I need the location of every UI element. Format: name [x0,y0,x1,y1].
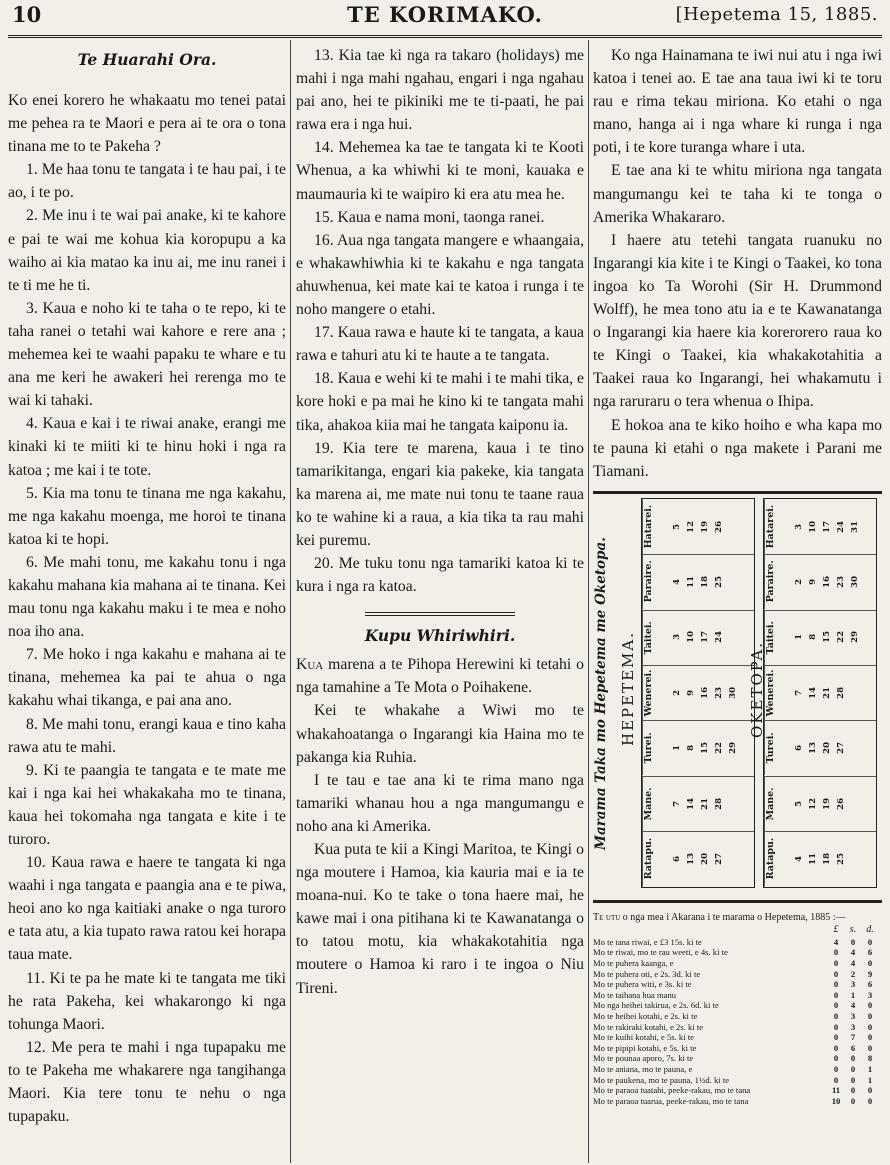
masthead-rule [8,35,882,38]
calendar-day-column [642,665,754,721]
calendar-date: 27 [836,742,846,755]
calendar-month-name: HEPETEMA. [619,631,637,747]
calendar-dates [672,665,750,720]
calendar-day-column [764,720,876,776]
article-paragraph: 20. Me tuku tonu nga tamariki katoa ki te kura i nga ra katoa. [296,555,584,596]
calendar-day-column [642,610,754,666]
calendar-day-label: Turei. [764,720,787,775]
price-value-d: 0 [867,1010,873,1021]
calendar-date: 17 [700,631,710,644]
calendar-date: 19 [700,520,710,533]
price-value-s: 3 [850,1021,856,1032]
price-value-d: 1 [867,1063,873,1074]
calendar-dates [794,554,872,609]
calendar-date: 16 [822,575,832,588]
calendar-date: 23 [714,686,724,699]
news-paragraph: Ko nga Hainamana te iwi nui atu i nga iwi katoa i tenei ao. E tae ana taua iwi ki te toru rau e rima tekau miriona. Ko etahi o nga mano, hanga ai i nga whare ki runga i nga poti, i te kore turanga whare i uta. [593,47,882,157]
article-paragraph: 12. Me pera te mahi i nga tupapaku me to te Pakeha me whakarere nga tangihanga Maori. Kia tere tonu te nehu o nga tupapaku. [8,1038,286,1126]
calendar-dates [794,610,872,665]
price-row [593,979,882,990]
price-value-l: 0 [833,968,839,979]
calendar-date: 8 [686,745,696,752]
calendar-date: 1 [794,634,804,641]
calendar-date: 4 [794,856,804,863]
price-value-s: 3 [850,1010,856,1021]
calendar-table [763,498,877,888]
calendar-date: 28 [836,686,846,699]
calendar-day-column [764,554,876,610]
calendar-day-label: Taitei. [764,610,787,665]
price-value-d: 0 [867,1085,873,1096]
price-value-d: 0 [867,1021,873,1032]
price-value-l: 0 [833,1032,839,1043]
article-paragraph: 14. Mehemea ka tae te tangata ki te Kooti Whenua, a ka whiwhi ki te moni, kauaka e maumauria ki te waipiro ki era atu mea he. [296,139,584,203]
price-item: Mo te riwai, mo te rau weeti, e 4s. ki te [593,947,728,958]
price-item: Mo te pipipi kotahi, e 5s. ki te [593,1042,697,1053]
pence-label: d. [866,923,874,935]
price-value-l: 0 [833,1021,839,1032]
calendar-day-label: Hatarei. [642,499,665,554]
calendar-date: 31 [850,520,860,533]
calendar-date: 13 [686,853,696,865]
price-value-s: 4 [850,1000,856,1011]
price-row [593,1043,882,1054]
calendar-dates [794,831,872,886]
price-item: Mo te paraoa tuarua, peeke-rakau, mo te tana [593,1095,749,1106]
currency-header [593,924,882,937]
calendar-date: 4 [672,578,682,585]
calendar-day-column [642,554,754,610]
calendar-date: 20 [822,742,832,755]
price-value-d: 0 [867,1095,873,1106]
calendar-date: 29 [850,631,860,644]
calendar-date: 1 [672,745,682,752]
column-2 [296,44,584,1161]
price-item: Mo nga heihei takirua, e 2s. 6d. ki te [593,1000,719,1011]
price-value-d: 0 [867,936,873,947]
price-item: Mo te kuihi kotahi, e 5s. ki te [593,1032,694,1043]
calendar-date: 16 [700,686,710,699]
article-heading: Te Huarahi Ora. [77,50,217,69]
calendar-day-column [764,831,876,886]
calendar-date: 21 [822,686,832,699]
price-value-s: 0 [850,1085,856,1096]
calendar-date: 18 [700,575,710,588]
article-paragraph: 13. Kia tae ki nga ra takaro (holidays) me mahi i nga mahi ngahau, engari i nga ngahau pai ano, hei te pikiniki me te ti-paati, he pai rawa era i nga hui. [296,47,584,134]
masthead [8,2,882,32]
calendar-date: 7 [794,689,804,696]
price-row [593,1085,882,1096]
calendar-date: 15 [700,742,710,755]
article-paragraph: 5. Kia ma tonu te tinana me nga kakahu, me nga kakahu moenga, me horoi te tinana katoa ki te hopi. [8,484,286,548]
calendar-date: 5 [672,523,682,530]
calendar-dates [672,831,750,886]
price-value-l: 0 [833,1042,839,1053]
calendar-day-label: Mane. [764,776,787,831]
price-value-s: 7 [850,1032,856,1043]
price-value-s: 4 [850,947,856,958]
column-3 [593,44,882,1161]
price-value-l: 0 [833,989,839,1000]
price-value-s: 0 [850,1095,856,1106]
calendar-day-label: Wenerei. [642,665,665,720]
calendar-day-column [642,720,754,776]
calendar-date: 10 [686,631,696,644]
calendar-date: 25 [836,853,846,865]
calendar-day-label: Taitei. [642,610,665,665]
calendar-date: 2 [794,578,804,585]
news-paragraph: I haere atu tetehi tangata ruanuku no Ingarangi kia kite i te Kingi o Taakei, ko tona ingoa ko Ta Worohi (Sir H. Drummond Wolff), he mea tono atu ia e te Kawanatanga o Ingarangi kia haere kia korerorero raua ko te Kingi o Taakei, kia whakakotahitia a Taakei raua ko Ingarangi, hei whakamutu i nga raruraru o tera whenua o Ihipa. [593,231,882,411]
price-item: Mo te heihei kotahi, e 2s. ki te [593,1010,698,1021]
article-paragraph: 4. Kaua e kai i te riwai anake, erangi me kinaki ki te miiti ki te hinu hoki i nga ra katoa ; me kai i te tote. [8,415,286,479]
calendar-date: 18 [822,853,832,865]
price-row [593,1011,882,1022]
calendar-dates [672,776,750,831]
calendar-date: 22 [714,742,724,755]
price-rows [593,937,882,1107]
calendar-date: 11 [808,853,818,865]
price-header: o nga mea i Akarana i te marama o Hepetema, 1885 :— [622,911,846,923]
article-paragraph: 2. Me inu i te wai pai anake, ki te kahore e pai te wai me kohua kia koropupu a ka waiho ai kia matao ka inu ai, me inu ranei i te ti me he ti. [8,207,286,294]
article-paragraph: 8. Me mahi tonu, erangi kaua e tino kaha rawa atu te mahi. [8,715,286,756]
column-divider [588,40,589,1163]
price-value-d: 8 [867,1053,873,1064]
calendar-date: 11 [686,575,696,588]
column-divider [290,40,291,1163]
price-item: Mo te pounaa aporo, 7s. ki te [593,1053,694,1064]
issue-date: [Hepetema 15, 1885. [675,4,878,25]
price-value-s: 0 [850,1074,856,1085]
calendar-date: 28 [714,797,724,810]
calendar-date: 26 [714,520,724,533]
price-value-d: 0 [867,1000,873,1011]
price-item: Mo te paraoa tuatahi, peeke-rakau, mo te tana [593,1085,751,1096]
calendar-date: 3 [794,523,804,530]
calendar-day-column [764,610,876,666]
price-row [593,937,882,948]
price-item: Mo te puhera witi, e 3s. ki te [593,979,692,990]
price-value-l: 0 [833,1074,839,1085]
calendar-dates [794,499,872,554]
price-item: Mo te tana riwai, e £3 15s. ki te [593,936,702,947]
price-row [593,1064,882,1075]
calendar-date: 30 [850,575,860,588]
price-lead: Te utu [593,911,621,923]
news-paragraph: E hokoa ana te kiko hoiho e wha kapa mo te pauna ki etahi o nga makete i Parani me Tiamani. [593,416,882,480]
calendar-date: 14 [808,686,818,699]
calendar-date: 10 [808,520,818,533]
price-value-s: 0 [850,1063,856,1074]
article-paragraph: 9. Ki te paangia te tangata e te mate me kai i nga kai hei whakakaha mo te tinana, kaua hei tokomaha nga tangata e kite i te turoro. [8,761,286,848]
price-value-s: 4 [850,957,856,968]
price-value-s: 0 [850,936,856,947]
price-value-l: 0 [833,1053,839,1064]
calendar-date: 17 [822,520,832,533]
calendar-date: 27 [714,853,724,865]
article-paragraph: 6. Me mahi tonu, me kakahu tonu i nga kakahu mahana kia mahana ai te tinana. Kei mau tonu nga kakahu maku i te mea e noho noa iho ana. [8,553,286,641]
calendar-date: 14 [686,797,696,810]
calendar-day-label: Wenerei. [764,665,787,720]
price-value-s: 6 [850,1042,856,1053]
price-value-d: 0 [867,1042,873,1053]
calendar-dates [672,554,750,609]
price-item: Mo te aniana, mo te pauna, e [593,1063,693,1074]
calendar-day-label: Turei. [642,720,665,775]
calendar-day-column [642,776,754,832]
price-value-l: 0 [833,1000,839,1011]
article-paragraph: 1. Me haa tonu te tangata i te hau pai, i te ao, i te po. [8,161,286,202]
calendar-date: 19 [822,797,832,810]
price-row [593,1053,882,1064]
price-row [593,1000,882,1011]
news-text: marena a te Pihopa Herewini ki tetahi o nga tamahine a Te Mota o Poihakene. [296,656,584,697]
calendar-day-label: Paraire. [764,554,787,609]
calendar [593,491,882,903]
calendar-dates [794,720,872,775]
price-row [593,990,882,1001]
article-paragraph: 10. Kaua rawa e haere te tangata ki nga waahi i nga tangata e paangia ana e te piwa, heoi ano ko nga kaitiaki anake o nga turoro e tata atu, a kia tupato rawa ratou kei horapa taua mate. [8,854,286,964]
price-row [593,1075,882,1086]
calendar-date: 9 [808,578,818,585]
price-row [593,947,882,958]
calendar-date: 20 [700,853,710,865]
price-item: Mo te puhera kaanga, e [593,957,674,968]
price-value-d: 3 [867,989,873,1000]
article-paragraph: 17. Kaua rawa e haute ki te tangata, a kaua rawa e tahuri atu ki te haute a te tangata. [296,324,584,365]
article-paragraph: 7. Me hoko i nga kakahu e mahana ai te tinana, mehemea ka pai te ahua o nga kakahu whai tikanga, e pai ana ano. [8,646,286,710]
price-value-l: 0 [833,979,839,990]
calendar-date: 8 [808,634,818,641]
calendar-date: 9 [686,689,696,696]
news-paragraph: Kua puta te kii a Kingi Maritoa, te Kingi o nga moutere i Hamoa, kia kauria mai e ia te moana-nui. Ko te take o tona haere mai, he kawe mai i ona pitihana ki te Kawanatanga o to tatou motu, kia whakakotahitia nga moutere o Hamoa ki raro i te ingoa o Niu Tireni. [296,841,584,997]
price-value-d: 9 [867,968,873,979]
price-value-d: 6 [867,947,873,958]
calendar-date: 5 [794,800,804,807]
price-item: Mo te paukena, mo te pauna, 1½d. ki te [593,1074,730,1085]
price-value-s: 0 [850,1053,856,1064]
price-value-d: 1 [867,1074,873,1085]
price-row [593,958,882,969]
calendar-day-label: Paraire. [642,554,665,609]
news-paragraph [296,653,584,699]
calendar-date: 3 [672,634,682,641]
price-value-d: 0 [867,957,873,968]
price-list [593,911,882,1107]
price-value-d: 6 [867,979,873,990]
price-item: Mo te rakiraki kotahi, e 2s. ki te [593,1021,704,1032]
calendar-date: 6 [672,856,682,863]
newspaper-title: TE KORIMAKO. [347,2,543,27]
news-paragraph: E tae ana ki te whitu miriona nga tangata mangumangu kei te taha ki te tonga o Amerika Whakararo. [593,162,882,226]
calendar-date: 22 [836,631,846,644]
calendar-date: 13 [808,742,818,755]
calendar-dates [672,720,750,775]
news-paragraph: Kei te whakahe a Wiwi mo te whakahoatanga o Ingarangi kia Haina mo te pakanga kia Ruhia. [296,702,584,766]
article-paragraph: 3. Kaua e noho ki te taha o te repo, ki te taha ranei o tetahi wai kahore e rere ana ; mehemea kei te waahi papaku te whare e tu ana me keri he awakeri hei rerenga mo te wai ki tahaki. [8,299,286,410]
calendar-day-column [764,665,876,721]
price-value-s: 2 [850,968,856,979]
news-heading: Kupu Whiriwhiri. [364,626,516,646]
price-value-l: 0 [833,957,839,968]
calendar-date: 7 [672,800,682,807]
section-rule [365,612,515,616]
calendar-caption: Marama Taka mo Hepetema me Oketopa. [593,537,609,851]
article-paragraph: 19. Kia tere te marena, kaua i te tino tamarikitanga, engari kia pakeke, kia tangata ka marena ai, me mate nui tonu te taane raua ko te wahine ki a raua, a kia tika ta rau mahi kei puremu. [296,439,584,549]
price-row [593,1096,882,1107]
pound-label: £ [833,923,839,935]
calendar-day-column [642,499,754,555]
price-value-l: 4 [833,936,839,947]
price-value-l: 0 [833,947,839,958]
article-paragraph: 15. Kaua e nama moni, taonga ranei. [314,208,545,226]
calendar-day-label: Ratapu. [764,831,787,886]
price-value-d: 0 [867,1032,873,1043]
drop-word: Kua [296,656,324,674]
article-paragraph: Ko enei korero he whakaatu mo tenei patai me pehea ra te Maori e pera ai te ora o tona tinana me to te Pakeha ? [8,92,286,156]
calendar-day-label: Mane. [642,776,665,831]
calendar-date: 26 [836,797,846,810]
column-1 [8,44,286,1161]
calendar-day-label: Ratapu. [642,831,665,886]
calendar-day-column [764,776,876,832]
calendar-month-name: OKETOPA. [748,640,766,738]
article-paragraph: 11. Ki te pa he mate ki te tangata me tiki he rata Pakeha, kei whakarongo ki nga tohunga Maori. [8,969,286,1033]
price-row [593,1022,882,1033]
page-number: 10 [12,2,42,27]
calendar-date: 23 [836,575,846,588]
calendar-date: 24 [836,520,846,533]
price-value-s: 3 [850,979,856,990]
price-row [593,969,882,980]
calendar-table [641,498,755,888]
calendar-date: 6 [794,745,804,752]
article-paragraph: 18. Kaua e wehi ki te mahi i te mahi tika, e kore hoki e pa mai he kino ki te tangata mahi tika, ahakoa kiia mai he tangata kaiponu ia. [296,370,584,434]
price-item: Mo te taihana hua manu [593,989,677,1000]
calendar-date: 24 [714,631,724,644]
calendar-day-label: Hatarei. [764,499,787,554]
calendar-day-column [764,499,876,555]
price-item: Mo te puhera oti, e 2s. 3d. ki te [593,968,701,979]
calendar-date: 12 [686,520,696,533]
calendar-dates [794,776,872,831]
price-value-l: 10 [831,1095,841,1106]
article-paragraph: 16. Aua nga tangata mangere e whaangaia, e whakawhiwhia ki te kakahu e nga tangata ahuwhenua, kei mate kai te katoa i runga i te noho mangere o etahi. [296,231,584,319]
calendar-date: 30 [728,686,738,699]
news-paragraph: I te tau e tae ana ki te rima mano nga tamariki whanau hou a nga mangumangu e noho ana ki Amerika. [296,771,584,835]
price-value-l: 11 [831,1085,841,1096]
calendar-date: 2 [672,689,682,696]
price-value-l: 0 [833,1063,839,1074]
calendar-date: 25 [714,575,724,588]
price-value-s: 1 [850,989,856,1000]
price-row [593,1032,882,1043]
calendar-day-column [642,831,754,886]
calendar-dates [794,665,872,720]
shilling-label: s. [849,923,857,935]
calendar-date: 21 [700,797,710,810]
calendar-dates [672,610,750,665]
calendar-date: 12 [808,797,818,810]
calendar-dates [672,499,750,554]
price-list-heading [593,911,882,924]
calendar-date: 15 [822,631,832,644]
calendar-date: 29 [728,742,738,755]
price-value-l: 0 [833,1010,839,1021]
